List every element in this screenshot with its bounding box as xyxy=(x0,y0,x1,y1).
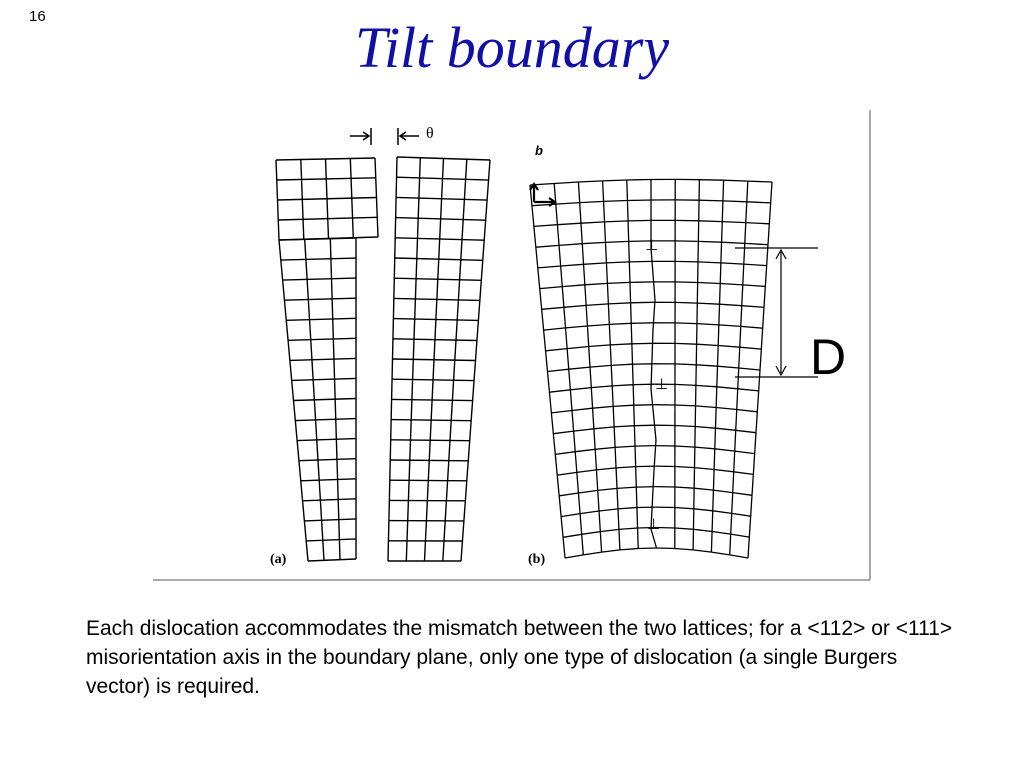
lattice-row-line xyxy=(693,550,711,552)
lattice-row-line xyxy=(694,529,713,531)
lattice-row-line xyxy=(613,405,634,406)
dislocation-spacing-indicator xyxy=(735,248,818,377)
lattice-row-line xyxy=(722,222,746,223)
lattice-row-line xyxy=(587,324,609,326)
lattice-row-line xyxy=(675,364,696,365)
lattice-row-line xyxy=(696,365,717,366)
lattice-row-line xyxy=(718,366,739,368)
lattice-row-line xyxy=(713,511,732,514)
lattice-row-line xyxy=(737,410,758,412)
right-grain-row-line xyxy=(393,339,477,341)
slide-title: Tilt boundary xyxy=(354,15,670,80)
lattice-row-line xyxy=(712,532,731,535)
lattice-row-line xyxy=(718,346,740,348)
lattice-row-line xyxy=(611,364,632,365)
lattice-row-line xyxy=(711,552,729,555)
lattice-row-line xyxy=(617,487,636,488)
left-grain-column-row-line xyxy=(281,258,356,260)
panel-a-separated-grains xyxy=(276,157,490,561)
right-grain-row-line xyxy=(390,460,468,461)
lattice-row-line xyxy=(583,552,601,555)
lattice-row-line xyxy=(628,220,652,221)
lattice-row-line xyxy=(557,223,581,225)
lattice-row-line xyxy=(675,343,697,344)
left-grain-column-row-line xyxy=(303,499,356,501)
lattice-row-line xyxy=(580,511,599,514)
lattice-row-line xyxy=(634,405,655,406)
lattice-row-line xyxy=(675,528,694,529)
lattice-row-line xyxy=(594,427,614,429)
lattice-row-line xyxy=(593,406,614,408)
lattice-row-line xyxy=(582,242,605,243)
lattice-row-line xyxy=(735,451,755,454)
lattice-row-line xyxy=(719,325,741,327)
lattice-row-line xyxy=(698,283,721,284)
lattice-row-line xyxy=(630,282,653,283)
lattice-row-line xyxy=(695,427,715,429)
lattice-row-line xyxy=(555,452,575,455)
lattice-row-line xyxy=(631,302,653,303)
lattice-row-line xyxy=(603,180,627,181)
lattice-row-line xyxy=(614,426,634,427)
lattice-row-line xyxy=(542,307,564,309)
lattice-row-line xyxy=(695,447,715,449)
left-grain-column-row-line xyxy=(295,419,356,421)
lattice-row-line xyxy=(732,513,751,516)
caption-text: Each dislocation accommodates the mismatch between the two lattices; for a <112> or <111> misorientation axis in the boundary plane, only one type of dislocation (a single Burgers vector) is required. xyxy=(86,617,953,698)
slide-number: 16 xyxy=(29,8,46,25)
right-grain-row-line xyxy=(391,440,470,441)
lattice-row-line xyxy=(578,490,597,493)
left-grain-column-row-line xyxy=(292,378,356,380)
lattice-row-line xyxy=(731,534,750,537)
lattice-row-line xyxy=(741,326,763,328)
lattice-row-line xyxy=(636,466,656,467)
lattice-row-line xyxy=(561,264,584,266)
right-grain-row-line xyxy=(392,399,473,400)
lattice-row-line xyxy=(675,467,695,468)
lattice-row-line xyxy=(577,470,597,473)
lattice-row-line xyxy=(638,548,656,549)
lattice-row-line xyxy=(675,302,697,303)
lattice-row-line xyxy=(636,487,655,488)
lattice-row-line xyxy=(698,262,721,263)
lattice-row-line xyxy=(695,468,715,470)
lattice-row-line xyxy=(743,285,766,287)
panel-b-label: (b) xyxy=(528,552,546,567)
lattice-row-line xyxy=(598,488,617,490)
lattice-row-line xyxy=(627,200,651,201)
lattice-row-line xyxy=(742,306,764,308)
lattice-row-line xyxy=(538,266,561,268)
lattice-row-line xyxy=(720,284,743,285)
lattice-row-line xyxy=(534,225,558,227)
lattice-row-line xyxy=(610,344,632,345)
lattice-row-line xyxy=(697,324,719,325)
lattice-row-line xyxy=(675,405,696,406)
burgers-label: b xyxy=(535,143,543,158)
lattice-row-line xyxy=(561,514,580,517)
lattice-row-line xyxy=(590,365,611,367)
lattice-row-line xyxy=(631,323,653,324)
lattice-row-line xyxy=(713,490,732,493)
lattice-row-line xyxy=(720,304,742,306)
lattice-row-line xyxy=(675,446,695,447)
lattice-row-line xyxy=(559,244,582,246)
lattice-row-line xyxy=(540,287,563,289)
boundary-column-line xyxy=(651,248,655,300)
lattice-row-line xyxy=(574,429,594,431)
lattice-row-line xyxy=(697,303,719,304)
lattice-row-line xyxy=(694,509,713,511)
left-grain-column-row-line xyxy=(286,318,356,320)
lattice-row-line xyxy=(730,555,748,558)
lattice-row-line xyxy=(572,408,593,410)
dislocation-symbol-bottom: ⊥ xyxy=(647,515,661,533)
left-grain-column-row-line xyxy=(306,539,356,541)
lattice-row-line xyxy=(554,182,578,184)
lattice-row-line xyxy=(586,304,608,306)
lattice-row-line xyxy=(733,493,752,496)
lattice-row-line xyxy=(596,468,616,470)
theta-gap-indicator xyxy=(350,128,419,145)
lattice-row-line xyxy=(738,389,759,391)
lattice-row-line xyxy=(608,303,630,304)
lattice-row-line xyxy=(582,532,601,535)
lattice-row-line xyxy=(675,261,698,262)
theta-label: θ xyxy=(426,125,434,142)
lattice-row-line xyxy=(696,385,717,386)
lattice-row-line xyxy=(721,263,744,264)
lattice-row-line xyxy=(748,181,772,182)
lattice-row-line xyxy=(633,384,654,385)
lattice-row-line xyxy=(605,221,629,222)
left-grain-column-row-line xyxy=(284,298,356,300)
lattice-row-line xyxy=(616,467,636,468)
lattice-row-line xyxy=(595,447,615,449)
lattice-row-line xyxy=(546,349,568,351)
lattice-row-line xyxy=(699,180,723,181)
lattice-row-line xyxy=(744,264,767,266)
lattice-row-line xyxy=(627,180,651,181)
lattice-row-line xyxy=(634,425,654,426)
lattice-row-line xyxy=(551,411,572,413)
lattice-row-line xyxy=(563,534,582,537)
lattice-row-line xyxy=(589,345,611,347)
lattice-row-line xyxy=(740,347,762,349)
right-grain-row-line xyxy=(391,420,471,421)
lattice-row-line xyxy=(553,431,573,434)
lattice-row-line xyxy=(606,262,629,263)
lattice-row-line xyxy=(580,201,604,202)
lattice-row-line xyxy=(562,285,585,287)
lattice-row-line xyxy=(717,387,738,389)
panel-a-label: (a) xyxy=(270,552,287,567)
lattice-row-line xyxy=(746,223,770,224)
lattice-row-line xyxy=(607,282,630,283)
lattice-row-line xyxy=(559,493,578,496)
lattice-row-line xyxy=(606,241,629,242)
dislocation-symbol-middle: ⊥ xyxy=(655,375,669,393)
lattice-row-line xyxy=(715,449,735,451)
lattice-row-line xyxy=(567,347,589,349)
right-grain-row-line xyxy=(393,359,476,361)
left-grain-column-row-line xyxy=(301,479,356,481)
lattice-row-line xyxy=(723,201,747,202)
lattice-row-line xyxy=(745,243,768,244)
lattice-row-line xyxy=(714,470,734,472)
lattice-row-line xyxy=(575,449,595,451)
lattice-row-line xyxy=(635,446,655,447)
lattice-row-line xyxy=(629,261,652,262)
lattice-row-line xyxy=(675,487,694,488)
left-grain-column-row-line xyxy=(288,338,356,340)
boundary-column-line xyxy=(653,300,655,330)
lattice-row-line xyxy=(675,549,693,550)
lattice-row-line xyxy=(734,472,754,475)
left-grain-column-row-line xyxy=(299,459,356,461)
spacing-label: D xyxy=(810,329,847,385)
lattice-row-line xyxy=(544,328,566,330)
boundary-column-line xyxy=(651,389,656,440)
lattice-row-line xyxy=(557,472,577,475)
lattice-row-line xyxy=(698,241,721,242)
lattice-row-line xyxy=(619,528,638,529)
lattice-row-line xyxy=(569,367,590,369)
lattice-row-line xyxy=(585,283,608,284)
lattice-row-line xyxy=(696,406,717,408)
lattice-row-line xyxy=(699,221,723,222)
left-grain-column-row-line xyxy=(304,519,356,521)
lattice-row-line xyxy=(536,245,559,247)
lattice-row-line xyxy=(600,529,619,531)
lattice-row-line xyxy=(565,555,583,558)
lattice-row-line xyxy=(549,390,570,392)
right-grain-row-line xyxy=(392,379,474,380)
right-grain-row-line xyxy=(394,298,480,300)
left-grain-column-row-line xyxy=(283,278,356,280)
left-grain-column-row-line xyxy=(308,559,356,561)
lattice-row-line xyxy=(548,369,569,371)
lattice-row-line xyxy=(675,323,697,324)
left-grain-top-row-line xyxy=(276,158,375,160)
lattice-row-line xyxy=(699,200,723,201)
lattice-row-line xyxy=(615,446,635,447)
lattice-row-line xyxy=(604,201,628,202)
lattice-row-line xyxy=(722,242,745,243)
lattice-row-line xyxy=(620,549,638,550)
lattice-row-line xyxy=(747,202,771,203)
lattice-row-line xyxy=(578,181,602,182)
lattice-row-line xyxy=(697,344,719,345)
lattice-row-line xyxy=(584,263,607,264)
right-grain-row-line xyxy=(393,319,478,321)
lattice-row-line xyxy=(716,408,737,410)
burgers-vector-marker xyxy=(530,184,555,206)
lattice-row-line xyxy=(618,508,637,509)
lattice-row-line xyxy=(675,282,698,283)
boundary-column-line xyxy=(651,330,653,389)
lattice-row-line xyxy=(570,388,591,390)
lattice-row-line xyxy=(599,509,618,511)
right-grain-row-line xyxy=(390,480,467,481)
lattice-row-line xyxy=(564,305,586,307)
lattice-row-line xyxy=(632,343,654,344)
lattice-row-line xyxy=(736,430,756,432)
lattice-row-line xyxy=(716,428,736,430)
lattice-row-line xyxy=(657,548,675,549)
lattice-row-line xyxy=(675,426,695,427)
lattice-row-line xyxy=(675,241,698,242)
left-grain-column-row-line xyxy=(294,399,357,401)
lattice-row-line xyxy=(566,326,588,328)
dislocation-symbol-top: ⊥ xyxy=(645,236,659,254)
lattice-row-line xyxy=(724,180,748,181)
lattice-row-line xyxy=(694,488,713,490)
lattice-row-line xyxy=(581,222,605,223)
lattice-row-line xyxy=(612,385,633,386)
lattice-row-line xyxy=(556,203,580,205)
lattice-row-line xyxy=(675,384,696,385)
lattice-row-line xyxy=(609,323,631,324)
left-grain-column-row-line xyxy=(297,439,356,441)
left-grain-column-row-line xyxy=(290,358,356,360)
lattice-row-line xyxy=(602,550,620,552)
lattice-row-line xyxy=(591,386,612,388)
left-grain-column-row-line xyxy=(279,238,356,240)
lattice-row-line xyxy=(675,508,694,509)
lattice-row-line xyxy=(739,368,760,370)
